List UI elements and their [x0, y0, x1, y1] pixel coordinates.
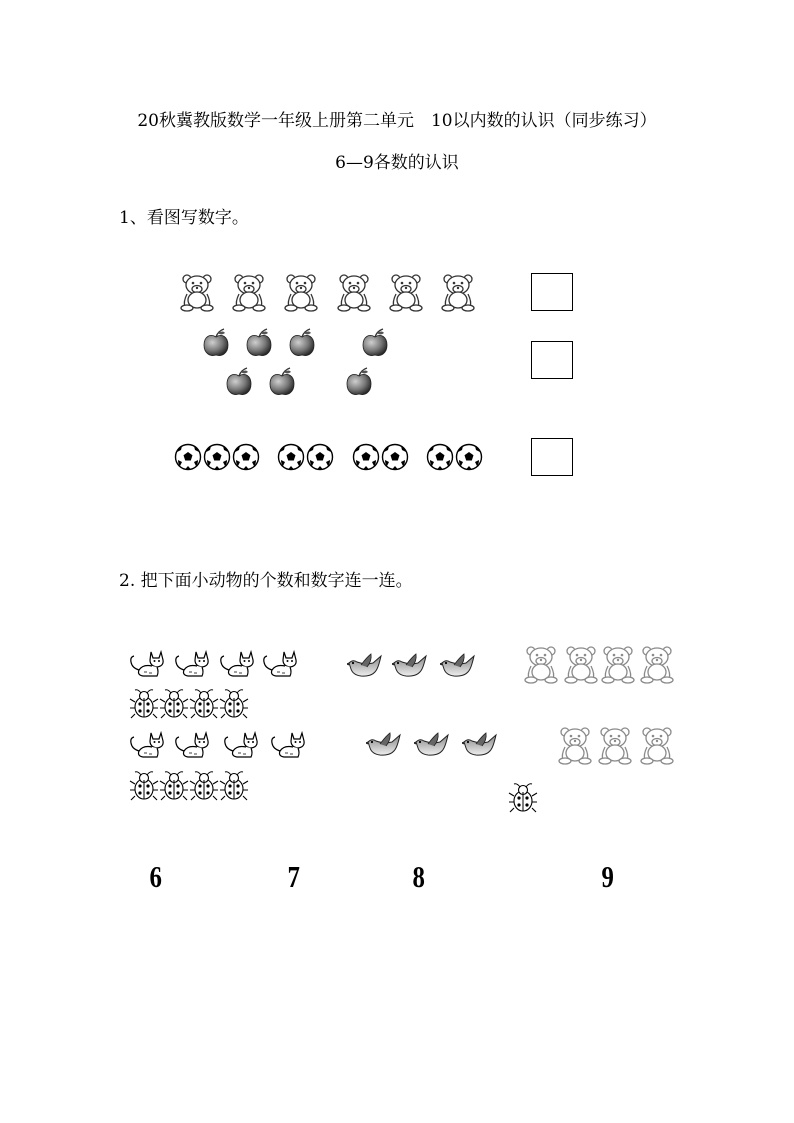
bear-icon [557, 725, 593, 769]
question-1-prompt: 1、看图写数字。 [119, 208, 249, 228]
bear-icon [639, 725, 675, 769]
number-9[interactable]: 9 [601, 859, 614, 894]
beetle-icon [219, 688, 249, 724]
question-2-prompt: 2. 把下面小动物的个数和数字连一连。 [119, 571, 413, 591]
worksheet-subtitle: 6—9各数的认识 [335, 153, 459, 173]
soccer-ball-icon [232, 443, 260, 475]
soccer-ball-icon [277, 443, 305, 475]
apple-icon [345, 367, 373, 401]
worksheet-title: 20秋冀教版数学一年级上册第二单元 10以内数的认识（同步练习） [137, 111, 657, 131]
cat-icon [174, 648, 210, 682]
beetle-icon [159, 770, 189, 806]
bird-icon [366, 730, 404, 764]
bird-icon [414, 730, 452, 764]
bird-icon [440, 651, 478, 685]
apple-icon [268, 367, 296, 401]
beetle-icon [159, 688, 189, 724]
soccer-ball-icon [455, 443, 483, 475]
bear-icon [231, 272, 267, 316]
bear-icon [639, 644, 675, 688]
apple-icon [225, 367, 253, 401]
cat-icon [219, 648, 255, 682]
number-6[interactable]: 6 [149, 859, 162, 894]
apple-icon [245, 328, 273, 362]
cat-icon [223, 729, 259, 763]
cat-icon [174, 729, 210, 763]
bear-icon [336, 272, 372, 316]
cat-icon [129, 729, 165, 763]
apple-icon [361, 328, 389, 362]
soccer-ball-icon [203, 443, 231, 475]
beetle-icon [219, 770, 249, 806]
beetle-icon [189, 770, 219, 806]
number-7[interactable]: 7 [287, 859, 300, 894]
bear-icon [523, 644, 559, 688]
answer-box-apples[interactable] [531, 341, 573, 379]
answer-box-bears[interactable] [531, 273, 573, 311]
cat-icon [270, 729, 306, 763]
beetle-icon [508, 782, 538, 818]
soccer-ball-icon [426, 443, 454, 475]
bear-icon [600, 644, 636, 688]
soccer-ball-icon [352, 443, 380, 475]
soccer-ball-icon [306, 443, 334, 475]
bear-icon [563, 644, 599, 688]
bear-icon [597, 725, 633, 769]
beetle-icon [189, 688, 219, 724]
bird-icon [462, 730, 500, 764]
bear-icon [388, 272, 424, 316]
bear-icon [440, 272, 476, 316]
soccer-ball-icon [174, 443, 202, 475]
cat-icon [262, 648, 298, 682]
beetle-icon [129, 770, 159, 806]
apple-icon [202, 328, 230, 362]
soccer-ball-icon [381, 443, 409, 475]
beetle-icon [129, 688, 159, 724]
bird-icon [347, 651, 385, 685]
cat-icon [129, 648, 165, 682]
bear-icon [179, 272, 215, 316]
bear-icon [283, 272, 319, 316]
number-8[interactable]: 8 [412, 859, 425, 894]
bird-icon [392, 651, 430, 685]
apple-icon [288, 328, 316, 362]
answer-box-balls[interactable] [531, 438, 573, 476]
